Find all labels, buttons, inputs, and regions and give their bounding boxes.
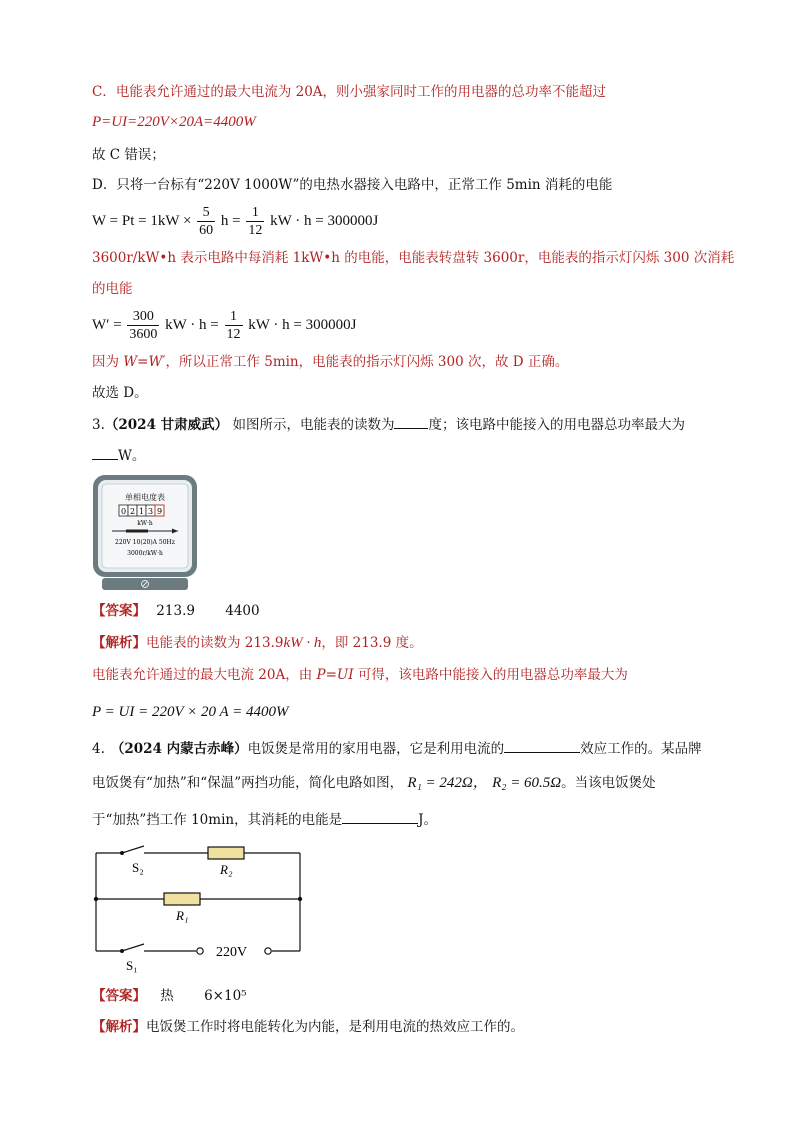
terminal-right-icon xyxy=(265,948,271,954)
q4-text: 4. （2024 内蒙古赤峰）电饭煲是常用的家用电器，它是利用电流的 效应工作的。某品牌 xyxy=(92,738,702,759)
rice-cooker-circuit-diagram xyxy=(92,840,306,974)
q3-analysis: 【解析】电能表的读数为 213.9kW · h，即 213.9 度。 xyxy=(92,635,423,651)
q3-text: 3.（2024 甘肃威武） 如图所示，电能表的读数为 度；该电路中能接入的用电器总功率最大为 xyxy=(92,414,685,435)
q4-answer: 【答案】 热 6×10⁵ xyxy=(92,988,247,1004)
meter-rate: 3000r/kW·h xyxy=(127,550,163,557)
meter-title: 单相电度表 xyxy=(125,493,165,502)
option-d-because: 因为 W=W′，所以正常工作 5min，电能表的指示灯闪烁 300 次，故 D 正确。 xyxy=(92,354,569,370)
label-r1: R₁ xyxy=(176,908,189,923)
q4-text-line3: 于“加热”挡工作 10min，其消耗的电能是 J。 xyxy=(92,809,437,830)
meter-digit: 1 xyxy=(138,507,145,516)
option-c-text: C．电能表允许通过的最大电流为 20A，则小强家同时工作的用电器的总功率不能超过 xyxy=(92,84,607,100)
meter-digit: 2 xyxy=(129,507,136,516)
meter-spec: 220V 10(20)A 50Hz xyxy=(115,539,175,546)
label-s2: S₂ xyxy=(132,860,144,875)
switch-s1 xyxy=(122,944,144,951)
label-r2: R₂ xyxy=(220,862,233,877)
resistor-r2 xyxy=(208,847,244,859)
meter-unit: kW·h xyxy=(137,520,153,527)
option-c-conclusion: 故 C 错误； xyxy=(92,147,165,163)
terminal-left-icon xyxy=(197,948,203,954)
option-d-text: D．只将一台标有“220V 1000W”的电热水器接入电路中，正常工作 5min 消耗的电能 xyxy=(92,177,613,193)
resistor-r1 xyxy=(164,893,200,905)
q3-text-line2: W。 xyxy=(92,445,145,466)
option-c-formula: P=UI=220V×20A=4400W xyxy=(92,114,256,130)
q3-analysis-2: 电能表允许通过的最大电流 20A，由 P=UI 可得，该电路中能接入的用电器总功率最大为 xyxy=(92,667,628,683)
meter-digit: 3 xyxy=(147,507,154,516)
label-s1: S₁ xyxy=(126,958,138,973)
label-voltage: 220V xyxy=(216,945,248,960)
meter-digits xyxy=(119,505,164,516)
meter-digit: 0 xyxy=(120,507,127,516)
q4-analysis: 【解析】电饭煲工作时将电能转化为内能，是利用电流的热效应工作的。 xyxy=(92,1019,524,1035)
switch-s2 xyxy=(122,846,144,853)
electric-meter-figure xyxy=(92,474,198,592)
option-d-formula-1: W = Pt = 1kW × $\frac{5}{60}$ h = $\frac{1}{12}$ kW · h = 300000J xyxy=(92,205,379,239)
option-d-explain-2: 的电能 xyxy=(92,281,133,297)
option-d-explain-1: 3600r/kW•h 表示电路中每消耗 1kW•h 的电能，电能表转盘转 3600r，电能表的指示灯闪烁 300 次消耗 xyxy=(92,250,735,266)
q3-formula: P = UI = 220V × 20 A = 4400W xyxy=(92,704,289,720)
choose-answer: 故选 D。 xyxy=(92,385,148,401)
q3-answer: 【答案】 213.9 4400 xyxy=(92,603,260,619)
option-d-formula-2: W′ = $\frac{300}{3600}$ kW · h = $\frac{1}{12}$ kW · h = 300000J xyxy=(92,309,357,343)
meter-digit: 9 xyxy=(156,507,163,516)
q4-text-line2: 电饭煲有“加热”和“保温”两挡功能，简化电路如图， R₁ = 242Ω， R₂ = 60.5Ω。当该电饭煲处 xyxy=(92,775,656,791)
